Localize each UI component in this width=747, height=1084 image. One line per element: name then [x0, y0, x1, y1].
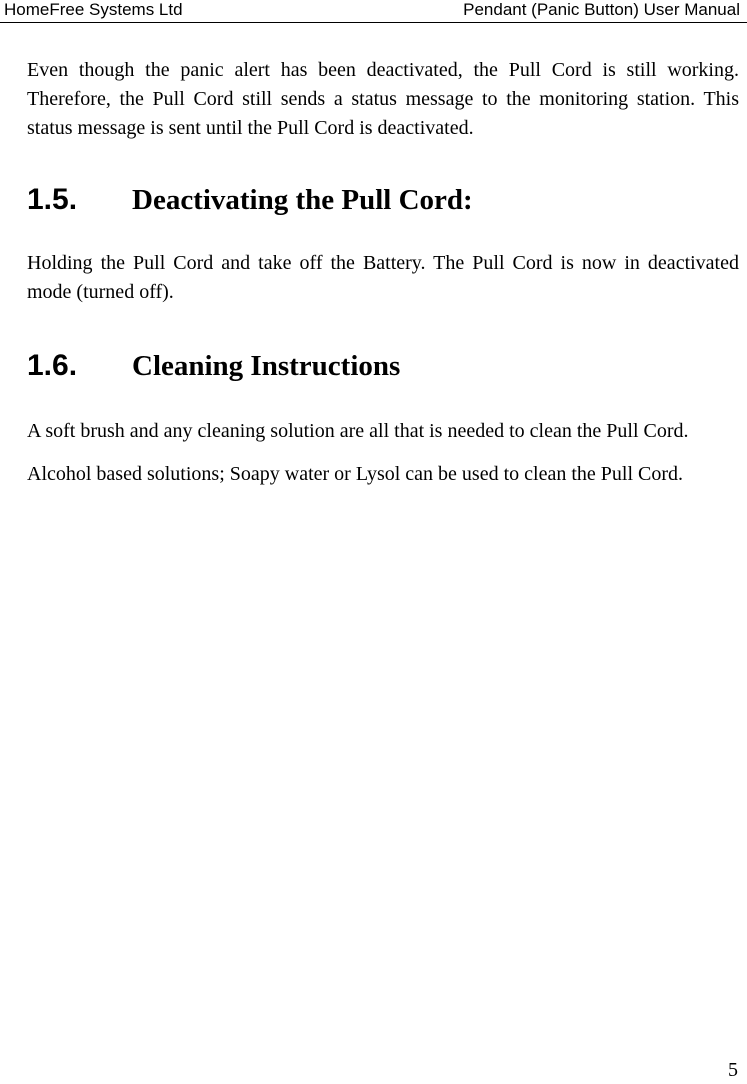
section-heading-deactivating	[27, 185, 739, 215]
page-number: 5	[728, 1059, 738, 1081]
document-title: Pendant (Panic Button) User Manual	[463, 0, 740, 19]
intro-paragraph: Even though the panic alert has been deactivated, the Pull Cord is still working. Therefore, the Pull Cord still sends a status message to the monitoring station. This status message is sent until the Pull Cord is deactivated.	[27, 59, 739, 139]
section-title: Cleaning Instructions	[132, 350, 401, 382]
deactivating-paragraph: Holding the Pull Cord and take off the Battery. The Pull Cord is now in deactivated mode (turned off).	[27, 252, 739, 303]
company-name: HomeFree Systems Ltd	[4, 0, 183, 19]
page-header	[0, 0, 747, 23]
section-number: 1.6.	[27, 349, 78, 382]
page-content	[27, 56, 739, 489]
section-title: Deactivating the Pull Cord:	[132, 184, 473, 216]
section-number: 1.5.	[27, 183, 78, 216]
section-heading-cleaning	[27, 351, 739, 381]
cleaning-paragraph: A soft brush and any cleaning solution are all that is needed to clean the Pull Cord.	[27, 420, 689, 442]
cleaning-paragraph: Alcohol based solutions; Soapy water or Lysol can be used to clean the Pull Cord.	[27, 463, 683, 485]
